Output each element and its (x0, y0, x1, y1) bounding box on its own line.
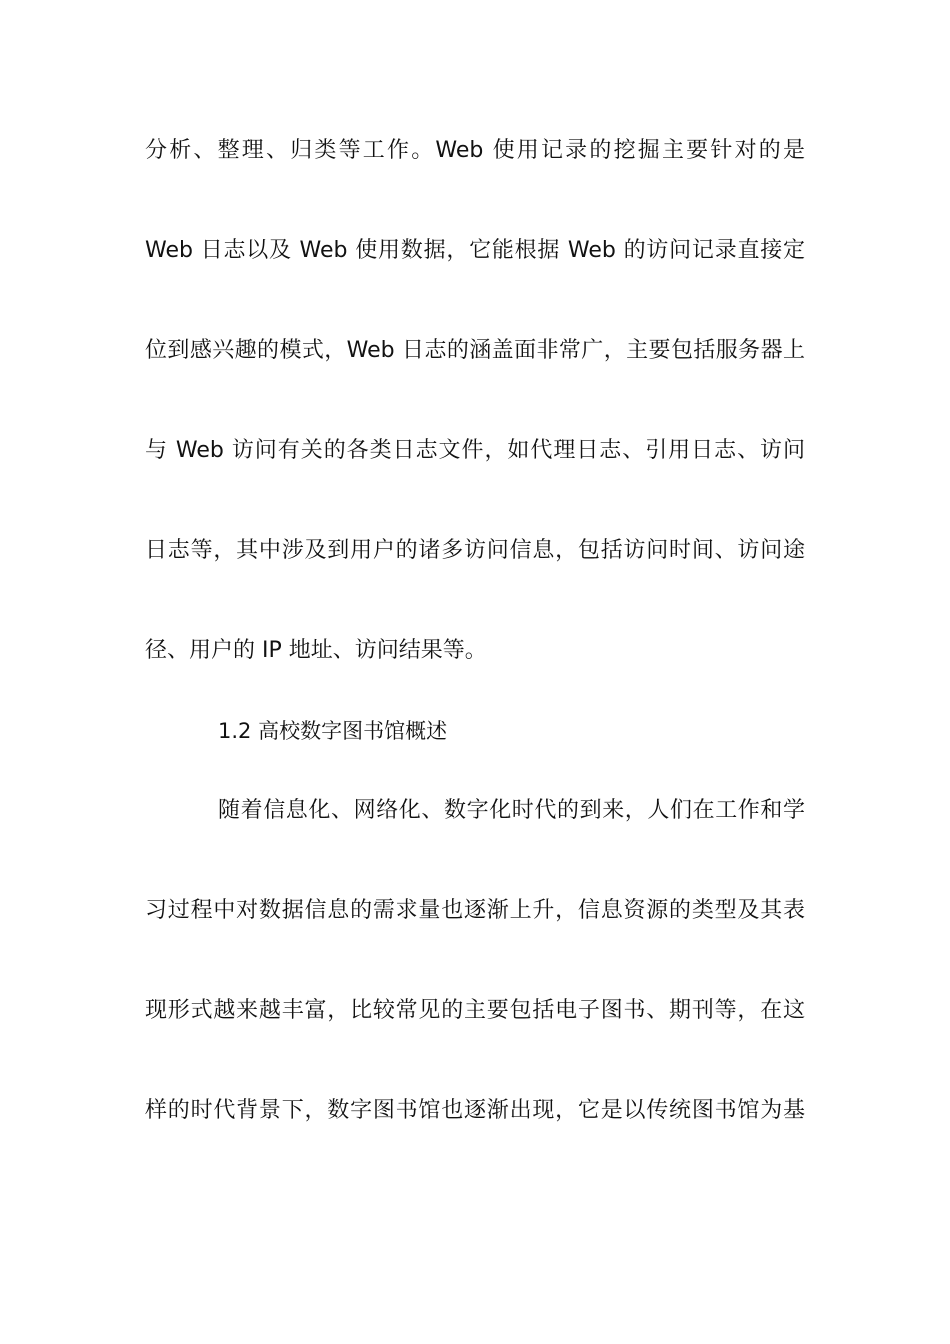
paragraph-line: 日志等，其中涉及到用户的诸多访问信息，包括访问时间、访问途 (145, 538, 805, 563)
paragraph-line: 径、用户的 IP 地址、访问结果等。 (145, 638, 487, 663)
paragraph-line: 现形式越来越丰富，比较常见的主要包括电子图书、期刊等，在这 (145, 998, 805, 1023)
paragraph-line: 分析、整理、归类等工作。Web 使用记录的挖掘主要针对的是 (145, 138, 805, 163)
paragraph-line: 随着信息化、网络化、数字化时代的到来，人们在工作和学 (218, 798, 805, 823)
paragraph-line: Web 日志以及 Web 使用数据，它能根据 Web 的访问记录直接定 (145, 238, 805, 263)
paragraph-line: 样的时代背景下，数字图书馆也逐渐出现，它是以传统图书馆为基 (145, 1098, 805, 1123)
paragraph-line: 习过程中对数据信息的需求量也逐渐上升，信息资源的类型及其表 (145, 898, 805, 923)
paragraph-line: 位到感兴趣的模式，Web 日志的涵盖面非常广，主要包括服务器上 (145, 338, 805, 363)
section-heading: 1.2 高校数字图书馆概述 (218, 719, 448, 743)
paragraph-line: 与 Web 访问有关的各类日志文件，如代理日志、引用日志、访问 (145, 438, 805, 463)
